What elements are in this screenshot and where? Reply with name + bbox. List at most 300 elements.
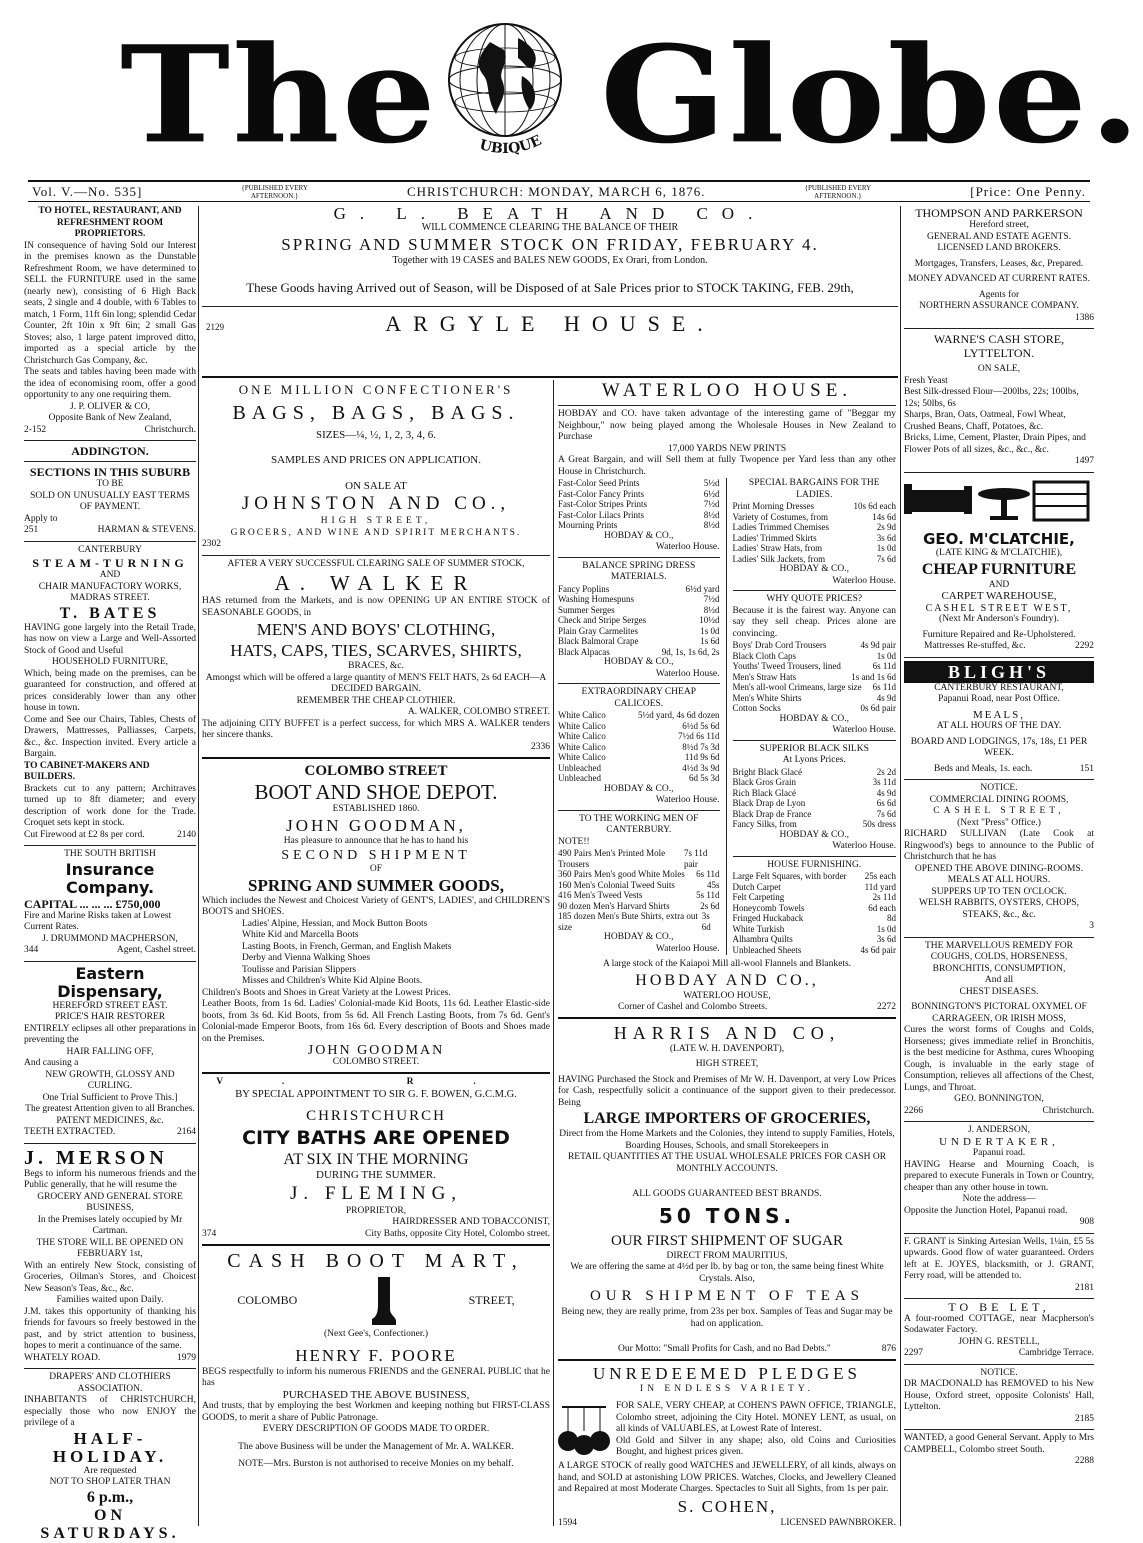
ad-body: HAVING gone largely into the Retail Trade, has now on view a Large and Well-Assorted Stock of Good and Useful — [24, 622, 196, 656]
ad-headline: HARRIS AND CO, — [613, 1022, 841, 1043]
ad-text: SAMPLES AND PRICES ON APPLICATION. — [271, 454, 481, 466]
price-row — [558, 478, 720, 489]
ad-body: Cures the worst forms of Coughs and Colds, Horseness; gives immediate relief in Bronchitis, is the best medicine for Asthma, cures Whooping Cough, is invaluable in the early stage of Consumption, relieves all affections of the Chest, Lungs, and Throat. — [904, 1025, 1094, 1093]
masthead-the: The — [120, 16, 438, 173]
price-value: 6s 11d — [872, 661, 896, 671]
ad-number: 2302 — [202, 539, 221, 549]
price-item: 360 Pairs Men's good White Moles — [558, 869, 685, 879]
ad-text: (LATE W. H. DAVENPORT), — [669, 1043, 785, 1054]
ad-text: SUPPERS UP TO TEN O'CLOCK. — [931, 886, 1067, 897]
price-list-spring — [558, 584, 720, 658]
column-rule — [900, 206, 901, 1526]
price-value: 2s 6d — [700, 900, 720, 911]
ad-signature: J. P. OLIVER & CO, — [70, 401, 150, 412]
price-row — [733, 767, 897, 778]
ad-number: 151 — [1079, 763, 1094, 774]
ad-body: Leather Boots, from 1s 6d. Ladies' Colonial-made Kid Boots, 11s 6d. Leather Elastic-side boots, from 3s 6d. Kid Boots, from 5s 6d. All French Lasting Boots, from 7s 6d. Gent's Colonial-made Emperor Boots, from 16s 6d. Every description of Boots and Shoes made on the Premises. — [202, 999, 550, 1044]
price-value: 0s 6d pair — [860, 703, 896, 713]
column-4 — [904, 206, 1094, 1531]
ad-number: 344 — [24, 945, 39, 955]
list-title: SUPERIOR BLACK SILKS — [759, 743, 869, 754]
price-row — [733, 682, 897, 693]
price-value: 4s 9d — [876, 787, 896, 798]
ad-text: The above Business will be under the Management of Mr. A. WALKER. — [238, 1441, 514, 1452]
price-row — [558, 626, 720, 637]
ad-text: (LATE KING & M'CLATCHIE), — [935, 548, 1063, 558]
ad-text: Agent, Cashel street. — [116, 945, 196, 955]
price-item: 160 Men's Colonial Tweed Suits — [558, 879, 675, 890]
ad-text: Christchurch. — [1042, 1105, 1094, 1116]
ad-headline: AT SIX IN THE MORNING — [283, 1151, 469, 1168]
ad-signature: WHATELY ROAD. — [24, 1352, 101, 1363]
ad-text: CANTERBURY RESTAURANT, — [934, 682, 1064, 693]
list-item: Derby and Vienna Walking Shoes — [242, 953, 371, 963]
ad-number: 2140 — [177, 829, 196, 840]
ad-text: STREET, — [468, 1293, 515, 1308]
ad-headline: COLOMBO STREET — [304, 763, 448, 779]
price-value: 6½d 5s 6d — [682, 720, 720, 731]
ad-text: PURCHASED THE ABOVE BUSINESS, — [282, 1388, 470, 1401]
ad-number: 251 — [24, 525, 39, 535]
list-item: White Kid and Marcella Boots — [242, 930, 359, 940]
list-title: WHY QUOTE PRICES? — [766, 594, 863, 604]
list-title: TO THE WORKING MEN OF CANTERBURY. — [579, 813, 699, 835]
price-item: Black Cloth Caps — [732, 650, 796, 661]
price-row — [558, 636, 720, 647]
ad-title: NOTICE. — [980, 783, 1018, 793]
ad-text: IN ENDLESS VARIETY. — [640, 1383, 814, 1394]
ad-text: MADRAS STREET. — [70, 593, 150, 603]
ad-text: NOT TO SHOP LATER THAN — [49, 1477, 171, 1487]
ad-text: Corner of Cashel and Colombo Streets. — [618, 1002, 768, 1012]
ad-headline: 50 TONS. — [658, 1203, 796, 1228]
ad-headline: SECTIONS IN THIS SUBURB — [29, 465, 191, 479]
price-list-silks — [733, 767, 897, 830]
ad-headline: THOMPSON AND PARKERSON — [915, 206, 1083, 220]
ad-text: TO CABINET-MAKERS AND BUILDERS. — [24, 760, 150, 782]
ad-text: CHAIR MANUFACTORY WORKS, — [38, 581, 182, 592]
ad-headline: GEO. M'CLATCHIE, — [923, 530, 1075, 548]
ad-text: Waterloo House. — [832, 575, 896, 586]
ad-text: TO BE — [96, 479, 124, 489]
ad-signature: S. COHEN, — [677, 1496, 777, 1516]
price-value: 6½d — [703, 488, 720, 499]
price-item: Black Alpacas — [558, 646, 610, 657]
ad-text: CAPITAL ... ... ... £750,000 — [24, 896, 161, 911]
ad-title: NOTICE. — [980, 1367, 1018, 1378]
price-item: White Calico — [558, 710, 606, 720]
ad-text: One Trial Sufficient to Prove This.] — [42, 1092, 178, 1103]
list-title: SPECIAL BARGAINS FOR THE LADIES. — [748, 478, 880, 500]
ad-body: Brackets cut to any pattern; Architraves turned up to 8ft diameter; and every description of work done for the Trade. Croquet sets kept in stock. — [24, 783, 196, 828]
ad-number: 1386 — [1075, 312, 1094, 323]
price-row — [733, 501, 897, 512]
ad-text: CASHEL STREET WEST, — [925, 602, 1073, 614]
ad-text: REMEMBER THE CHEAP CLOTHIER. — [296, 695, 456, 706]
price-item: Variety of Costumes, from — [732, 511, 828, 522]
ad-text: And causing a — [24, 1058, 79, 1068]
ad-text: We are offering the same at 4½d per lb. by bag or ton, the same being finest White Crystals. Also, — [570, 1262, 884, 1284]
price-row — [733, 640, 897, 651]
ad-text: Being new, they are really prime, from 23s per box. Samples of Teas and Sugar may be had on application. — [561, 1307, 893, 1329]
column-rule — [198, 206, 199, 1526]
list-item: Toulisse and Parisian Slippers — [242, 964, 357, 975]
price-value: 8½d 7s 3d — [682, 741, 720, 752]
ad-text: Our Motto: "Small Profits for Cash, and no Bad Debts." — [618, 1344, 831, 1354]
ad-text: CHEST DISEASES. — [959, 986, 1039, 997]
price-value: 1s 0d — [876, 923, 896, 934]
ad-text: Families waited upon Daily. — [56, 1295, 164, 1305]
ad-signature: A. WALKER, COLOMBO STREET. — [407, 707, 550, 717]
ad-text: BOARD AND LODGINGS, 17s, 18s, £1 PER WEEK. — [910, 736, 1088, 758]
ad-headline: TO BE LET, — [948, 1300, 1050, 1314]
issue-price: [Price: One Penny. — [970, 183, 1086, 199]
ad-text: Opposite the Junction Hotel, Papanui road. — [904, 1205, 1068, 1216]
price-item: Ladies' Trimmed Skirts — [732, 532, 817, 543]
price-row — [733, 672, 897, 683]
ad-headline: Insurance Company. — [65, 859, 155, 897]
price-value: 8½d — [703, 604, 720, 615]
ad-city: Christchurch. — [144, 424, 196, 435]
price-row — [558, 594, 720, 605]
ad-headline: BLIGH'S — [904, 661, 1094, 683]
ad-text: BRACES, &c. — [348, 661, 404, 671]
price-item: 416 Men's Tweed Vests — [558, 890, 643, 900]
ad-text: WELSH RABBITS, OYSTERS, CHOPS, STEAKS, &c., &c. — [919, 898, 1079, 920]
ad-to-be-let — [904, 1302, 1094, 1360]
price-item: Alhambra Quilts — [732, 934, 793, 944]
ad-text: NOTE—Mrs. Burston is not authorised to receive Monies on my behalf. — [238, 1459, 514, 1469]
ad-text: AND — [99, 570, 121, 580]
price-value: 10½d — [699, 615, 720, 625]
ad-text: BONNINGTON'S PICTORAL OXYMEL OF CARRAGEEN, OR IRISH MOSS, — [911, 1002, 1087, 1024]
ad-text: MONEY ADVANCED AT CURRENT RATES. — [907, 274, 1091, 284]
price-item: White Calico — [558, 741, 606, 752]
price-value: 6½d yard — [685, 583, 720, 594]
ad-headline: T. BATES — [59, 604, 161, 622]
ad-text: Apply to — [24, 513, 58, 524]
ad-text: HEREFORD STREET EAST. — [52, 1000, 168, 1011]
ad-headline: Eastern Dispensary, — [57, 963, 163, 1001]
ad-text: HAIRDRESSER AND TOBACCONIST, — [392, 1217, 550, 1227]
ad-text: PROPRIETOR, — [345, 1205, 407, 1216]
price-row — [558, 848, 720, 869]
ad-number: 876 — [881, 1344, 896, 1354]
ad-number: 2297 — [904, 1348, 923, 1358]
ad-signature: HOBDAY & CO., — [604, 657, 674, 667]
price-item: Summer Serges — [558, 604, 615, 615]
price-value: 4s 9d pair — [860, 640, 896, 650]
ad-text: Furniture Repaired and Re-Upholstered. — [922, 629, 1076, 640]
ad-body: FOR SALE, VERY CHEAP, at COHEN'S PAWN OFFICE, TRIANGLE, Colombo street, adjoining the City Hotel. MONEY LENT, as usual, on all kinds of VALUABLES, at Lowest Rate of Interest. — [616, 1401, 896, 1434]
ad-headline: MEN'S AND BOYS' CLOTHING, — [256, 620, 496, 639]
ad-headline: ON SATURDAYS. — [40, 1506, 180, 1542]
ad-headline: CASH BOOT MART, — [227, 1250, 525, 1272]
ad-text: ON SALE AT — [345, 479, 407, 492]
ad-text: FEBRUARY 1st, — [77, 1249, 143, 1259]
price-row — [558, 647, 720, 658]
price-item: Fast-Color Seed Prints — [558, 478, 640, 488]
ad-blighs — [904, 661, 1094, 776]
price-item: White Calico — [558, 720, 606, 731]
price-row — [733, 871, 897, 882]
volume-number: Vol. V.—No. 535] — [32, 183, 143, 199]
ad-body: Which includes the Newest and Choicest Variety of GENT'S, LADIES', and CHILDREN'S BOOTS and SHOES. — [202, 895, 550, 917]
ad-headline: CITY BATHS ARE OPENED — [242, 1127, 510, 1149]
ad-headline: SPRING AND SUMMER GOODS, — [248, 875, 504, 895]
ad-text: MEALS AT ALL HOURS. — [947, 875, 1051, 885]
ad-wanted-servant — [904, 1433, 1094, 1468]
ad-text: GROCERY AND GENERAL STORE BUSINESS, — [37, 1191, 183, 1213]
price-value: 6d each — [868, 902, 896, 913]
price-item: Felt Carpeting — [732, 892, 785, 902]
price-item: Men's White Shirts — [732, 692, 802, 703]
price-value: 11d 9s 6d — [684, 752, 720, 762]
ad-headline: HOBDAY AND CO., — [635, 971, 819, 989]
ad-number: 2288 — [1075, 1456, 1094, 1466]
price-value: 6s 11d — [872, 682, 896, 692]
ad-signature: HOBDAY & CO., — [604, 932, 674, 942]
ad-headline: BOOT AND SHOE DEPOT. — [254, 780, 498, 804]
ad-text: GENERAL AND ESTATE AGENTS. — [926, 231, 1072, 242]
ad-text: These Goods having Arrived out of Season, will be Disposed of at Sale Prices prior to STOCK TAKING, FEB. 29th, — [246, 280, 854, 295]
price-value: 2s 2d — [876, 766, 896, 777]
price-item: Ladies' Silk Jackets, from — [732, 553, 826, 564]
price-value: 6d 5s 3d — [689, 773, 720, 783]
price-item: Black Balmoral Crape — [558, 636, 639, 646]
issue-date: CHRISTCHURCH: MONDAY, MARCH 6, 1876. — [406, 183, 706, 199]
ad-number: 908 — [1079, 1217, 1094, 1227]
ad-body: HOBDAY and CO. have taken advantage of the interesting game of "Beggar my Neighbour," now being played among the Wholesale Houses in New Zealand to Purchase — [558, 409, 896, 442]
price-list-calicoes — [558, 710, 720, 784]
ad-number: 3 — [1089, 921, 1094, 931]
masthead — [0, 0, 1143, 178]
ad-body: Fresh Yeast Best Silk-dressed Flour—200lbs, 22s; 100lbs, 12s; 50lbs, 6s Sharps, Bran, Oats, Oatmeal, Fowl Wheat, Crushed Beans, Chaff, Potatoes, &c. Bricks, Lime, Cement, Plaster, Drain Pipes, and Flower Pots of all sizes, &c., &c., &c. — [904, 375, 1086, 455]
ad-text: Papanui Road, near Post Office. — [938, 694, 1060, 704]
price-item: 90 dozen Men's Harvard Shirts — [558, 900, 670, 911]
ad-text: DURING THE SUMMER. — [316, 1169, 436, 1181]
ad-headline: BAGS, BAGS, BAGS. — [232, 401, 520, 424]
ad-text: BY SPECIAL APPOINTMENT TO SIR G. F. BOWEN, G.C.M.G. — [235, 1088, 517, 1100]
price-value: 1s 6d — [700, 636, 720, 646]
price-row — [558, 901, 720, 912]
issue-info-bar — [28, 180, 1090, 202]
ad-body: Direct from the Home Markets and the Colonies, they intend to supply Families, Hotels, Boarding Houses, Schools, and small Storekeepers in — [559, 1129, 895, 1151]
price-row — [733, 945, 897, 956]
price-value: 5½d yard, 4s 6d dozen — [638, 710, 720, 720]
ad-body: F. GRANT is Sinking Artesian Wells, 1¼in, £5 5s upwards. Good flow of water guaranteed. Orders left at E. JOYES, blacksmith, or J. GRANT, Ferry road, will be attended to. — [904, 1236, 1094, 1281]
ad-headline: LARGE IMPORTERS OF GROCERIES, — [583, 1110, 871, 1127]
price-row — [558, 911, 720, 932]
ad-text: Waterloo House. — [655, 668, 720, 679]
ad-addington — [24, 444, 196, 537]
column-rule — [553, 380, 554, 1526]
price-value: 2s 11d — [872, 892, 896, 902]
price-list-prints — [558, 478, 720, 531]
ad-text: Waterloo House. — [832, 725, 896, 735]
ad-text: Mattresses Re-stuffed, &c. — [924, 641, 1026, 651]
ad-text: LICENSED LAND BROKERS. — [937, 243, 1061, 253]
price-row — [558, 742, 720, 753]
ad-body: J.M. takes this opportunity of thanking his friends for favours so freely bestowed in the past, and by strict attention to business, hopes to merit a continuance of the same. — [24, 1306, 196, 1351]
price-item: Men's Straw Hats — [732, 671, 797, 682]
ad-text: Waterloo House. — [655, 542, 720, 552]
price-list-why — [733, 640, 897, 714]
price-value: 7s 6d — [876, 553, 896, 564]
price-row — [733, 788, 897, 799]
ad-confectioner-bags — [202, 384, 550, 551]
ad-headline: HATS, CAPS, TIES, SCARVES, SHIRTS, — [230, 641, 522, 660]
price-value: 8½d — [703, 509, 720, 520]
ad-text: (Next Gee's, Confectioner.) — [323, 1329, 429, 1339]
price-value: 14s 6d — [872, 511, 896, 522]
ad-text: And all — [984, 975, 1014, 985]
ad-headline: WARNE'S CASH STORE, LYTTELTON. — [933, 332, 1065, 360]
ad-text: ALL GOODS GUARANTEED BEST BRANDS. — [632, 1189, 822, 1199]
ad-text: LICENSED PAWNBROKER. — [780, 1517, 896, 1528]
beath-banner — [202, 206, 898, 378]
price-value: 3s 6d — [701, 911, 711, 932]
price-row — [733, 913, 897, 924]
ad-number: 1497 — [1075, 456, 1094, 466]
ad-walker — [202, 559, 550, 754]
ad-goodman-boots — [202, 762, 550, 1068]
price-row — [733, 533, 897, 544]
ad-text: SOLD ON UNUSUALLY EAST TERMS OF PAYMENT. — [30, 490, 190, 512]
list-title: EXTRAORDINARY CHEAP CALICOES. — [581, 687, 696, 709]
ad-text: Are requested — [83, 1465, 137, 1476]
price-list-work — [558, 848, 720, 932]
ad-text: WILL COMMENCE CLEARING THE BALANCE OF THEIR — [421, 221, 679, 233]
price-row — [558, 489, 720, 500]
price-item: Fast-Color Stripes Prints — [558, 499, 648, 509]
ad-text: WATERLOO HOUSE, — [683, 990, 771, 1001]
ad-text: OPENED THE ABOVE DINING-ROOMS. — [914, 863, 1084, 874]
price-value: 3s 11d — [872, 777, 896, 787]
price-row — [733, 798, 897, 809]
ad-text: AT ALL HOURS OF THE DAY. — [936, 721, 1062, 731]
ad-text: GROCERS, AND WINE AND SPIRIT MERCHANTS. — [230, 527, 522, 538]
price-item: White Calico — [558, 731, 606, 741]
ad-text: PATENT MEDICINES, &c. — [56, 1115, 164, 1126]
ad-text: (Next "Press" Office.) — [957, 817, 1041, 828]
price-value: 25s each — [864, 871, 896, 881]
price-value: 7½d 6s 11d — [678, 731, 720, 741]
ad-text: Waterloo House. — [655, 943, 720, 954]
ad-grant-wells — [904, 1237, 1094, 1295]
price-row — [733, 651, 897, 662]
price-row — [558, 763, 720, 774]
ad-text: Waterloo House. — [832, 841, 896, 851]
price-item: Black Gros Grain — [732, 777, 796, 787]
ad-text: 17,000 YARDS NEW PRINTS — [667, 443, 787, 454]
price-item: Unbleached — [558, 773, 601, 783]
ad-headline: THE MARVELLOUS REMEDY FOR COUGHS, COLDS, HORSENESS, BRONCHITIS, CONSUMPTION, — [925, 940, 1073, 974]
ad-text: Amongst which will be offered a large quantity of MEN'S FELT HATS, 2s 6d EACH—A DECIDED BARGAIN. — [205, 672, 547, 694]
price-row — [558, 584, 720, 595]
ad-text: ON SALE, — [977, 364, 1021, 374]
ad-headline: HALF-HOLIDAY. — [52, 1428, 168, 1466]
ad-text: Agents for — [978, 289, 1020, 300]
price-row — [733, 903, 897, 914]
price-value: 45s — [707, 879, 720, 890]
ad-text: HIGH STREET, — [695, 1059, 759, 1069]
ad-title: ADDINGTON. — [71, 444, 149, 458]
ad-body: DR MACDONALD has REMOVED to his New House, Oxford street, opposite Colonists' Hall, Lyttelton. — [904, 1379, 1094, 1412]
ad-text: NORTHERN ASSURANCE COMPANY. — [919, 301, 1079, 311]
ad-number: 2164 — [177, 1127, 196, 1137]
ad-text: At Lyons Prices. — [782, 755, 846, 765]
ad-text: NOTE!! — [558, 836, 590, 847]
price-item: Ladies' Straw Hats, from — [732, 543, 823, 553]
list-title: HOUSE FURNISHING. — [767, 859, 862, 870]
price-list-house — [733, 871, 897, 955]
ad-text: Papanui road. — [972, 1148, 1026, 1158]
ad-text: The greatest Attention given to all Branches. — [25, 1104, 195, 1114]
ad-text: CASHEL STREET, — [933, 806, 1065, 816]
price-value: 7s 6d — [876, 808, 896, 819]
ad-body: RICHARD SULLIVAN (Late Cook at Ringwood's) begs to announce to the Public of Christchurch that he has — [904, 829, 1094, 862]
ad-text: (Next Mr Anderson's Foundry). — [939, 614, 1059, 624]
ad-headline: SECOND SHIPMENT — [281, 848, 471, 863]
ad-number: 2292 — [1075, 641, 1094, 651]
price-item: Print Morning Dresses — [732, 501, 814, 511]
price-item: Rich Black Glacé — [732, 787, 796, 798]
ad-text: ESTABLISHED 1860. — [332, 804, 420, 814]
ad-body: INHABITANTS of CHRISTCHURCH, especially those who now ENJOY the privilege of a — [24, 1395, 196, 1428]
price-row — [558, 605, 720, 616]
ad-text: COLOMBO — [237, 1293, 298, 1308]
price-row — [733, 882, 897, 893]
ad-headline: J. MERSON — [24, 1146, 168, 1169]
ad-body: WANTED, a good General Servant. Apply to Mrs CAMPBELL, Colombo street South. — [904, 1433, 1094, 1455]
price-row — [558, 869, 720, 880]
ad-title: DRAPERS' AND CLOTHIERS ASSOCIATION. — [49, 1372, 171, 1394]
ad-headline: ARGYLE HOUSE. — [385, 311, 715, 336]
price-row — [733, 777, 897, 788]
ad-text: HOUSEHOLD FURNITURE, — [51, 657, 169, 667]
ad-headline: ONE MILLION CONFECTIONER'S — [238, 382, 514, 397]
globe-icon — [430, 14, 580, 164]
ad-text: MEALS, — [972, 708, 1026, 721]
ad-body: IN consequence of having Sold our Interest in the premises known as the Dunstable Refreshment Room, we have determined to SELL the FURNITURE used in the same (nearly new), consisting of 6 High Back seats, 2 single and 4 double, with 6 Tables to match, 1 Form, 11ft 6in long; splendid Cedar Counter, 2ft 10in x 9ft 6in; 2 small Gas Stoves; also, 1 large patent improved ditto, imported as a special article by the Christchurch Gas Company, &c. — [24, 240, 196, 366]
ad-headline: SPRING AND SUMMER STOCK ON FRIDAY, FEBRUARY 4. — [281, 235, 819, 254]
ad-signature: HOBDAY & CO., — [779, 564, 849, 574]
price-value: 4s 9d — [876, 692, 896, 703]
price-value: 50s dress — [862, 819, 896, 829]
price-row — [558, 615, 720, 626]
ad-text: THE STORE WILL BE OPENED ON — [36, 1237, 184, 1248]
price-item: Mourning Prints — [558, 520, 618, 530]
price-value: 6s 6d — [876, 798, 896, 808]
price-value: 2s 9d — [876, 522, 896, 532]
price-item: Ladies Trimmed Chemises — [732, 522, 829, 532]
ad-body: ENTIRELY eclipses all other preparations in preventing the — [24, 1023, 196, 1045]
ad-cash-boot-mart — [202, 1249, 550, 1471]
motto: UBIQUE — [477, 132, 544, 158]
ad-body: HAVING Hearse and Mourning Coach, is prepared to execute Funerals in Town or Country, cheaper than any other house in town. — [904, 1159, 1094, 1193]
price-item: Washing Homespuns — [558, 594, 635, 604]
ad-text: Children's Boots and Shoes in Great Variety at the Lowest Prices. — [202, 987, 451, 998]
price-item: Fancy Silks, from — [732, 819, 797, 829]
ad-headline: WATERLOO HOUSE. — [601, 380, 853, 401]
price-row — [558, 880, 720, 891]
ad-text: CARPET WAREHOUSE, — [941, 590, 1057, 602]
waterloo-left — [558, 478, 720, 955]
ad-body: A four-roomed COTTAGE, near Macpherson's Sodawater Factory. — [904, 1313, 1094, 1335]
ad-text: City Baths, opposite City Hotel, Colombo street. — [365, 1228, 550, 1239]
price-item: 490 Pairs Men's Printed Mole Trousers — [558, 848, 666, 869]
